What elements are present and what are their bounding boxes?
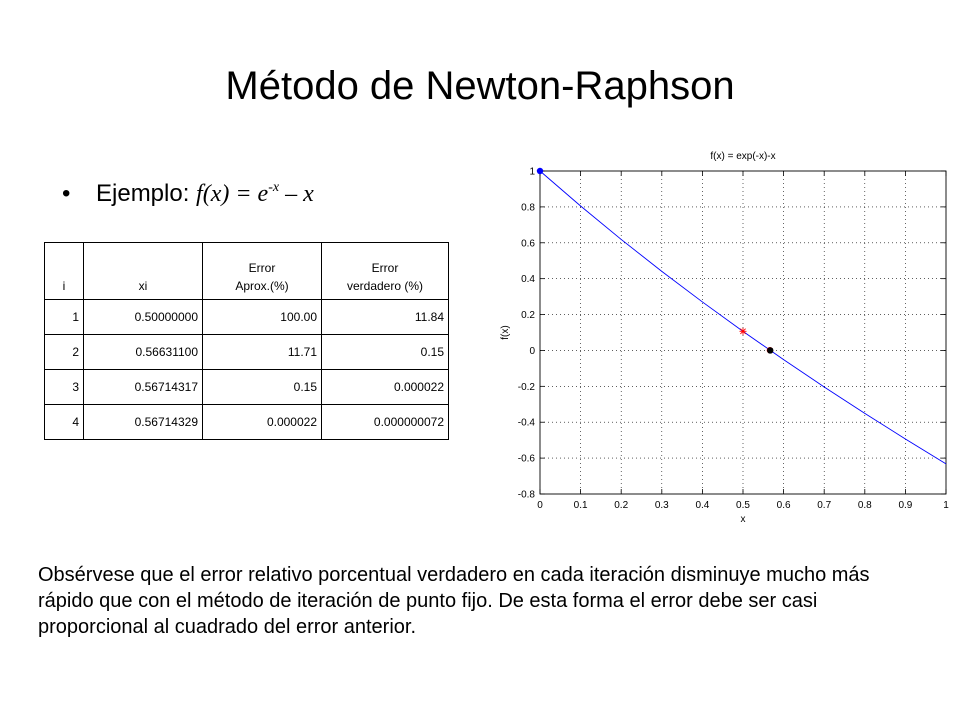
cell-i: 2 — [45, 335, 84, 370]
dot-marker — [767, 347, 773, 353]
cell-error-true: 0.000022 — [322, 370, 449, 405]
y-tick-label: -0.2 — [517, 381, 535, 393]
y-tick-label: -0.6 — [517, 453, 535, 465]
x-tick-label: 0.5 — [736, 500, 750, 511]
example-bullet — [62, 180, 314, 208]
dot-marker — [537, 168, 543, 174]
header-error-approx-line1: Error — [248, 261, 276, 276]
x-tick-label: 0.9 — [898, 500, 913, 511]
cell-error-true: 0.000000072 — [322, 405, 449, 440]
cell-i: 4 — [45, 405, 84, 440]
table-row — [45, 335, 449, 370]
header-xi: xi — [84, 243, 203, 300]
cell-xi: 0.56714317 — [84, 370, 203, 405]
table-row — [45, 370, 449, 405]
x-tick-label: 1 — [943, 500, 949, 511]
y-tick-label: -0.8 — [517, 489, 535, 501]
x-axis-label: x — [740, 514, 746, 525]
table-row — [45, 300, 449, 335]
cell-xi: 0.56714329 — [84, 405, 203, 440]
cell-error-approx: 100.00 — [203, 300, 322, 335]
slide-title: Método de Newton-Raphson — [225, 64, 735, 108]
x-tick-label: 0.2 — [614, 500, 629, 511]
function-expression — [196, 181, 314, 207]
chart-title: f(x) = exp(-x)-x — [710, 151, 776, 162]
header-i: i — [45, 243, 84, 300]
y-tick-label: 1 — [529, 166, 535, 178]
function-base: f(x) = e — [196, 181, 269, 207]
header-error-true-line1: Error — [371, 261, 399, 276]
x-tick-label: 0.7 — [817, 500, 832, 511]
y-tick-label: 0.4 — [521, 274, 535, 286]
function-plot — [490, 140, 960, 530]
y-tick-label: -0.4 — [517, 417, 535, 429]
header-error-approx — [203, 243, 322, 300]
cell-xi: 0.56631100 — [84, 335, 203, 370]
x-tick-label: 0 — [537, 500, 543, 511]
header-error-true-line2: verdadero (%) — [346, 278, 424, 293]
star-marker — [740, 328, 747, 335]
x-tick-label: 0.4 — [695, 500, 710, 511]
cell-i: 3 — [45, 370, 84, 405]
table-header-row — [45, 243, 449, 300]
x-tick-label: 0.8 — [857, 500, 872, 511]
y-tick-label: 0 — [529, 345, 535, 357]
cell-error-true: 11.84 — [322, 300, 449, 335]
header-error-approx-line2: Aprox.(%) — [235, 278, 289, 293]
header-error-true — [322, 243, 449, 300]
function-exponent: -x — [268, 180, 280, 195]
cell-error-approx: 0.15 — [203, 370, 322, 405]
y-tick-label: 0.6 — [521, 238, 535, 250]
cell-i: 1 — [45, 300, 84, 335]
cell-error-true: 0.15 — [322, 335, 449, 370]
y-tick-label: 0.8 — [521, 202, 535, 214]
x-tick-label: 0.1 — [573, 500, 588, 511]
table-row — [45, 405, 449, 440]
function-tail: – x — [279, 181, 314, 207]
bullet-lead: Ejemplo: — [96, 180, 197, 207]
x-tick-label: 0.3 — [654, 500, 669, 511]
cell-error-approx: 0.000022 — [203, 405, 322, 440]
y-tick-label: 0.2 — [521, 310, 535, 322]
observation-note: Obsérvese que el error relativo porcentual verdadero en cada iteración disminuye mucho más rápido que con el método de iteración de punto fijo. De esta forma el error debe ser casi proporcional al cuadrado del error anterior. — [38, 564, 870, 638]
cell-error-approx: 11.71 — [203, 335, 322, 370]
iterations-table — [44, 242, 449, 440]
x-tick-label: 0.6 — [776, 500, 791, 511]
cell-xi: 0.50000000 — [84, 300, 203, 335]
bullet-dot: • — [62, 180, 71, 207]
y-axis-label: f(x) — [500, 325, 511, 340]
